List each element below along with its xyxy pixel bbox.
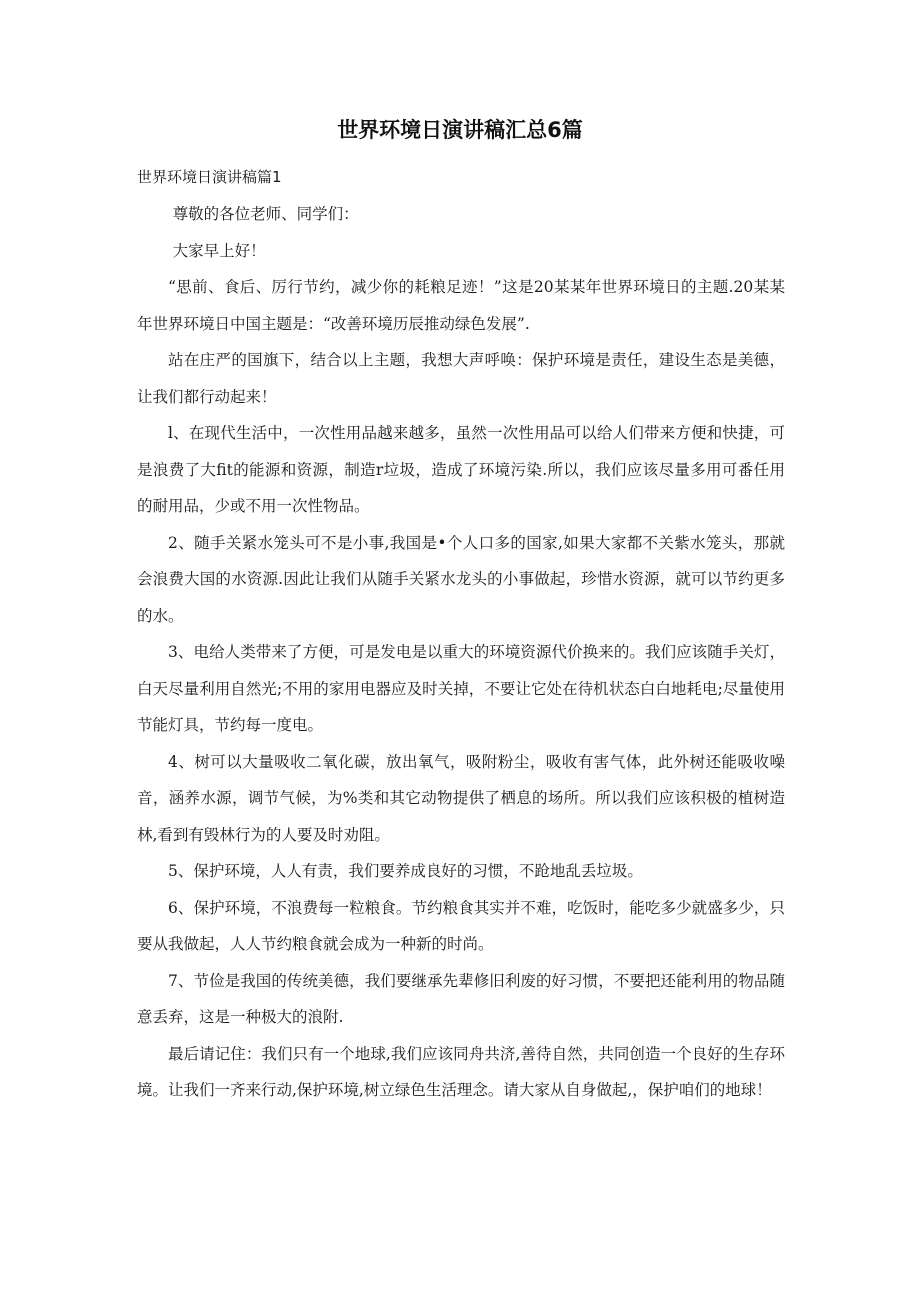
paragraph-point-3: 3、电给人类带来了方便，可是发电是以重大的环境资源代价换来的。我们应该随手关灯，白天尽量利用自然光;不用的家用电器应及时关掉，不要让它处在待机状态白白地耗电;尽量使用节能灯具，节约每一度电。 [137, 643, 785, 734]
speech-body [137, 196, 785, 1109]
paragraph-point-6: 6、保护环境，不浪费每一粒粮食。节约粮食其实并不难，吃饭时，能吃多少就盛多少，只要从我做起，人人节约粮食就会成为一种新的时尚。 [137, 898, 785, 953]
paragraph-hello: 大家早上好！ [172, 241, 266, 260]
paragraph-point-4: 4、树可以大量吸收二氧化碳，放出氧气，吸附粉尘，吸收有害气体，此外树还能吸收噪音，涵养水源，调节气候，为%类和其它动物提供了栖息的场所。所以我们应该积极的植树造林,看到有毁林行为的人要及时劝阻。 [137, 752, 785, 844]
paragraph-point-7: 7、节俭是我国的传统美德，我们要继承先辈修旧利废的好习惯，不要把还能利用的物品随意丢弃，这是一种极大的浪附. [137, 971, 785, 1026]
paragraph-point-1: l、在现代生活中，一次性用品越来越多，虽然一次性用品可以给人们带来方便和快捷，可是浪费了大fit的能源和资源，制造r垃圾，造成了环境污染.所以，我们应该尽量多用可番任用的耐用品，少或不用一次性物品。 [137, 424, 785, 515]
document-title: 世界环境日演讲稿汇总6篇 [337, 118, 583, 142]
paragraph-call-to-action: 站在庄严的国旗下，结合以上主题，我想大声呼唤：保护环境是责任，建设生态是美德，让我们都行动起来！ [137, 351, 785, 406]
paragraph-closing: 最后请记住：我们只有一个地球,我们应该同舟共济,善待自然，共同创造一个良好的生存环境。让我们一齐来行动,保护环境,树立绿色生活理念。请大家从自身做起,，保护咱们的地球！ [137, 1044, 785, 1099]
paragraph-greeting: 尊敬的各位老师、同学们： [172, 205, 359, 223]
paragraph-point-5: 5、保护环境，人人有责，我们要养成良好的习惯，不跄地乱丢垃圾。 [168, 862, 643, 880]
paragraph-point-2: 2、随手关紧水笼头可不是小事,我国是•个人口多的国家,如果大家都不关紫水笼头，那就会浪费大国的水资源.因此让我们从随手关紧水龙头的小事做起，珍惜水资源，就可以节约更多的水。 [137, 533, 785, 625]
section-title: 世界环境日演讲稿篇1 [137, 168, 282, 186]
paragraph-theme: “思前、食后、厉行节约，减少你的耗粮足迹！”这是20某某年世界环境日的主题.20某某年世界环境日中国主题是：“改善环境历辰推动绿色发展”. [137, 278, 785, 333]
